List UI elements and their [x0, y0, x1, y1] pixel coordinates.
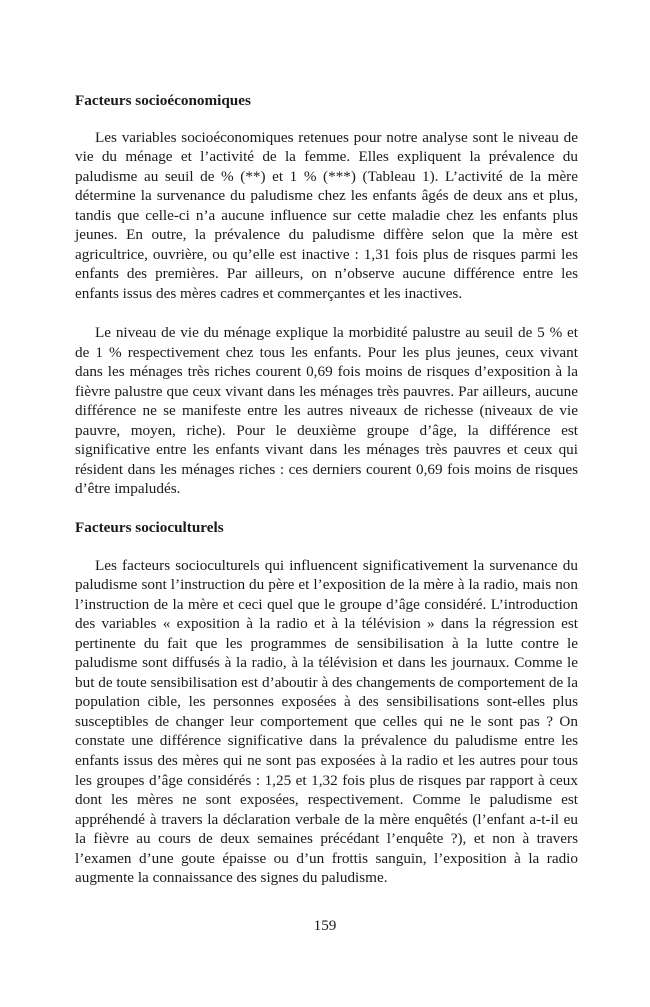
page-number: 159	[313, 917, 337, 934]
paragraph: Le niveau de vie du ménage explique la morbidité palustre au seuil de 5 % et de 1 % respectivement chez tous les enfants. Pour les plus jeunes, ceux vivant dans les ménages très riches courent 0,69 fois moins de risques d’exposition à la fièvre palustre que ceux vivant dans les ménages très pauvres. Par ailleurs, aucune différence ne se manifeste entre les autres niveaux de richesse (niveaux de vie pauvre, moyen, riche). Pour le deuxième groupe d’âge, la différence est significative entre les enfants vivant dans les ménages très pauvres et ceux qui résident dans les ménages riches : ces derniers courent 0,69 fois moins de risques d’être impaludés.	[75, 324, 578, 498]
page-body	[75, 91, 578, 888]
section-heading-socioeconomic: Facteurs socioéconomiques	[75, 92, 251, 109]
paragraph: Les facteurs socioculturels qui influencent significativement la survenance du paludisme sont l’instruction du père et l’exposition de la mère à la radio, mais non l’instruction de la mère et ceci quel que le groupe d’âge considéré. L’introduction des variables « exposition à la radio et à la télévision » dans la régression est pertinente du fait que les programmes de sensibilisation à la lutte contre le paludisme sont diffusés à la radio, à la télévision et dans les journaux. Comme le but de toute sensibilisation est d’aboutir à des changements de comportement de la population cible, les personnes exposées à des sensibilisations sont-elles plus susceptibles de changer leur comportement que celles qui ne le sont pas ? On constate une différence significative dans la prévalence du paludisme entre les enfants issus des mères qui ne sont pas exposées à la radio et les autres pour tous les groupes d’âge considérés : 1,25 et 1,32 fois plus de risques par rapport à ceux dont les mères ne sont exposées, respectivement. Comme le paludisme est appréhendé à travers la déclaration verbale de la mère enquêtés (l’enfant a-t-il eu la fièvre au cours de deux semaines précédant l’enquête ?), et non à travers l’examen d’une goute épaisse ou d’un frottis sanguin, l’exposition à la radio augmente la connaissance des signes du paludisme.	[75, 556, 578, 887]
section-heading-sociocultural: Facteurs socioculturels	[75, 518, 224, 536]
paragraph: Les variables socioéconomiques retenues pour notre analyse sont le niveau de vie du ménage et l’activité de la femme. Elles expliquent la prévalence du paludisme au seuil de % (**) et 1 % (***) (Tableau 1). L’activité de la mère détermine la survenance du paludisme chez les enfants âgés de deux ans et plus, tandis que celle-ci n’a aucune influence sur cette maladie chez les enfants plus jeunes. En outre, la prévalence du paludisme diffère selon que la mère est agricultrice, ouvrière, ou qu’elle est inactive : 1,31 fois plus de risques parmi les enfants des premières. Par ailleurs, on n’observe aucune différence entre les enfants issus des mères cadres et commerçantes et les inactives.	[75, 128, 578, 302]
